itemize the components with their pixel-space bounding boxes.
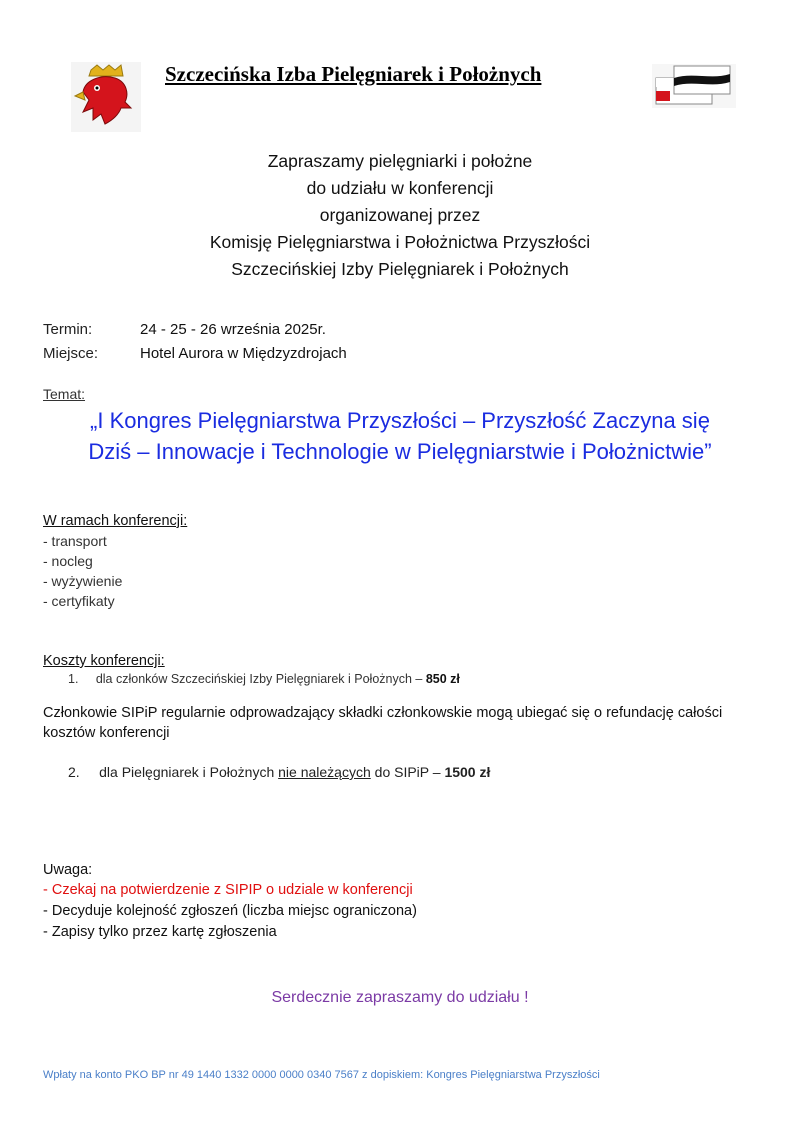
term-label: Termin: xyxy=(43,321,93,338)
cost-item-nonmembers xyxy=(68,764,490,780)
cost-item-text: dla Pielęgniarek i Położnych xyxy=(99,764,275,780)
intro-line: do udziału w konferencji xyxy=(306,178,494,198)
cost-price: 1500 zł xyxy=(444,764,491,780)
place-label: Miejsce: xyxy=(43,345,99,362)
cost-price: 850 zł xyxy=(425,672,460,686)
topic-line-1: „I Kongres Pielęgniarstwa Przyszłości – Przyszłość Zaczyna się xyxy=(90,408,710,433)
topic-title xyxy=(20,405,780,467)
topic-line-2: Dziś – Innowacje i Technologie w Pielęgniarstwie i Położnictwie” xyxy=(88,439,712,464)
intro-line: Szczecińskiej Izby Pielęgniarek i Położnych xyxy=(231,259,569,279)
griffin-crest-icon xyxy=(71,62,141,132)
cost-item-members xyxy=(68,672,460,686)
cost-item-text: dla członków Szczecińskiej Izby Pielęgniarek i Położnych – xyxy=(95,672,423,686)
page-title: Szczecińska Izba Pielęgniarek i Położnych xyxy=(165,62,542,86)
intro-line: Zapraszamy pielęgniarki i położne xyxy=(267,151,533,171)
place-value: Hotel Aurora w Międzyzdrojach xyxy=(140,345,347,362)
costs-heading: Koszty konferencji: xyxy=(43,653,165,669)
cost-item-emphasis: nie należących xyxy=(278,764,371,780)
members-refund-note: Członkowie SIPiP regularnie odprowadzający składki członkowskie mogą ubiegać się o refundację całości kosztów konferencji xyxy=(43,705,723,741)
list-number: 2. xyxy=(68,764,80,780)
notes-line: - Decyduje kolejność zgłoszeń (liczba miejsc ograniczona) xyxy=(43,903,417,919)
intro-line: Komisję Pielęgniarstwa i Położnictwa Przyszłości xyxy=(209,232,591,252)
term-value: 24 - 25 - 26 września 2025r. xyxy=(140,321,326,338)
list-item: - certyfikaty xyxy=(43,593,115,609)
list-item: - wyżywienie xyxy=(43,573,123,589)
flag-emblem-icon xyxy=(652,64,736,108)
notes-line: - Zapisy tylko przez kartę zgłoszenia xyxy=(43,924,277,940)
closing-invitation: Serdecznie zapraszamy do udziału ! xyxy=(271,989,529,1006)
notes-heading: Uwaga: xyxy=(43,862,93,878)
notes-warning: - Czekaj na potwierdzenie z SIPIP o udziale w konferencji xyxy=(43,882,413,898)
intro-line: organizowanej przez xyxy=(319,205,481,225)
list-item: - transport xyxy=(43,533,107,549)
invitation-intro xyxy=(100,148,700,283)
included-heading: W ramach konferencji: xyxy=(43,513,188,529)
topic-label: Temat: xyxy=(43,386,86,402)
cost-item-text: do SIPiP – xyxy=(374,764,441,780)
list-item: - nocleg xyxy=(43,553,93,569)
payment-footer: Wpłaty na konto PKO BP nr 49 1440 1332 0000 0000 0340 7567 z dopiskiem: Kongres Pielęgniarstwa Przyszłości xyxy=(43,1069,600,1081)
list-number: 1. xyxy=(68,672,79,686)
